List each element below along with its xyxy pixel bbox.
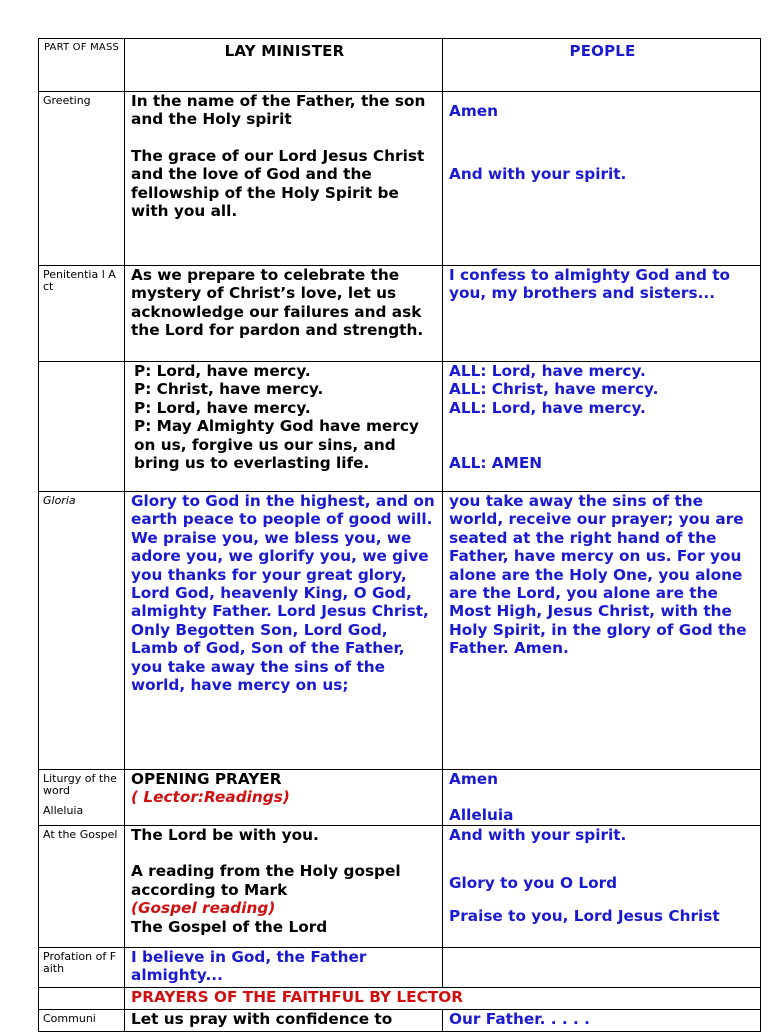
people-kyrie — [443, 362, 761, 492]
lay-communion: Let us pray with confidence to — [125, 1010, 443, 1032]
row-gloria — [39, 492, 761, 770]
row-faithful — [39, 988, 761, 1010]
part-liturgy-2: Alleluia — [43, 804, 84, 817]
people-communion: Our Father. . . . . — [443, 1010, 761, 1032]
lay-liturgy — [125, 770, 443, 826]
row-faith — [39, 948, 761, 988]
people-liturgy-1: Amen — [449, 770, 499, 788]
people-gospel-2: Glory to you O Lord — [449, 874, 618, 893]
part-gloria: Gloria — [39, 492, 125, 770]
header-part-of-mass: PART OF MASS — [39, 39, 125, 92]
lay-penitential: As we prepare to celebrate the mystery of Christ’s love, let us acknowledge our failures and ask the Lord for pardon and strength. — [125, 266, 443, 362]
people-penitential: I confess to almighty God and to you, my brothers and sisters... — [443, 266, 761, 362]
row-gospel — [39, 826, 761, 948]
mass-table — [38, 38, 761, 1032]
part-kyrie — [39, 362, 125, 492]
lay-gospel — [125, 826, 443, 948]
lay-kyrie-1: P: Lord, have mercy. — [134, 362, 311, 380]
lay-gospel-3: (Gospel reading) — [131, 899, 276, 918]
people-kyrie-final: ALL: AMEN — [449, 454, 543, 473]
people-kyrie-2: ALL: Christ, have mercy. — [449, 380, 659, 399]
header-lay-minister: LAY MINISTER — [125, 39, 443, 92]
row-penitential — [39, 266, 761, 362]
people-greeting — [443, 92, 761, 266]
lay-kyrie-2: P: Christ, have mercy. — [134, 380, 324, 399]
people-greeting-1: Amen — [449, 102, 499, 120]
lay-liturgy-2: ( Lector:Readings) — [131, 788, 290, 807]
lay-gospel-4: The Gospel of the Lord — [131, 917, 328, 936]
lay-kyrie-final: P: May Almighty God have mercy on us, forgive us our sins, and bring us to everlasting life. — [134, 417, 419, 473]
lay-liturgy-1: OPENING PRAYER — [131, 770, 282, 788]
people-kyrie-3: ALL: Lord, have mercy. — [449, 398, 646, 417]
part-faithful — [39, 988, 125, 1010]
people-kyrie-1: ALL: Lord, have mercy. — [449, 362, 646, 380]
people-gospel — [443, 826, 761, 948]
people-liturgy-2: Alleluia — [449, 806, 514, 825]
header-row — [39, 39, 761, 92]
part-faith: Profation of Faith — [39, 948, 125, 988]
lay-greeting — [125, 92, 443, 266]
part-communion: Communi — [39, 1010, 125, 1032]
people-faith — [443, 948, 761, 988]
lay-greeting-1: In the name of the Father, the son and the Holy spirit — [131, 92, 426, 129]
lay-kyrie-3: P: Lord, have mercy. — [134, 398, 311, 417]
part-greeting: Greeting — [39, 92, 125, 266]
lay-faithful: PRAYERS OF THE FAITHFUL BY LECTOR — [125, 988, 761, 1010]
people-greeting-2: And with your spirit. — [449, 165, 627, 184]
lay-gospel-2: A reading from the Holy gospel according to Mark — [131, 862, 401, 899]
people-gospel-3: Praise to you, Lord Jesus Christ — [449, 906, 720, 925]
lay-kyrie — [125, 362, 443, 492]
people-gloria: you take away the sins of the world, receive our prayer; you are seated at the right hand of the Father, have mercy on us. For you alone are the Holy One, you alone are the Lord, you alone are the Most High, Jesus Christ, with the Holy Spirit, in the glory of God the Father. Amen. — [443, 492, 761, 770]
part-penitential: Penitentia l Act — [39, 266, 125, 362]
part-liturgy — [39, 770, 125, 826]
row-liturgy — [39, 770, 761, 826]
part-gospel: At the Gospel — [39, 826, 125, 948]
people-liturgy — [443, 770, 761, 826]
lay-gospel-1: The Lord be with you. — [131, 826, 319, 844]
row-communion — [39, 1010, 761, 1032]
part-liturgy-1: Liturgy of the word — [43, 772, 117, 797]
row-kyrie — [39, 362, 761, 492]
lay-gloria: Glory to God in the highest, and on earth peace to people of good will. We praise you, we bless you, we adore you, we glorify you, we give you thanks for your great glory, Lord God, heavenly King, O God, almighty Father. Lord Jesus Christ, Only Begotten Son, Lord God, Lamb of God, Son of the Father, you take away the sins of the world, have mercy on us; — [125, 492, 443, 770]
people-gospel-1: And with your spirit. — [449, 826, 627, 844]
lay-faith: I believe in God, the Father almighty... — [125, 948, 443, 988]
header-people: PEOPLE — [443, 39, 761, 92]
lay-greeting-2: The grace of our Lord Jesus Christ and the love of God and the fellowship of the Holy Spirit be with you all. — [131, 146, 425, 221]
row-greeting — [39, 92, 761, 266]
